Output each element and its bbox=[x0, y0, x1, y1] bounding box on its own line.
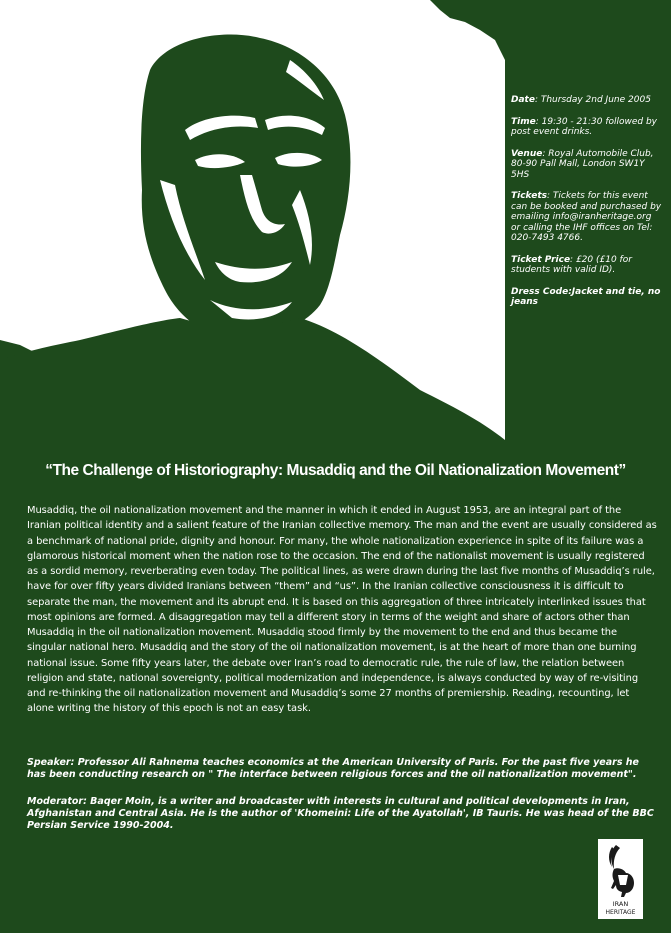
body-paragraph: Musaddiq, the oil nationalization movement and the manner in which it ended in August 1953, are an integral part of the Iranian political identity and a salient feature of the Iranian collective memory. The man and the event are usually considered as a benchmark of national pride, dignity and honour. For many, the whole nationalization experience in spite of its failure was a glamorous historical moment when the nation rose to the occasion. The end of the nationalist movement is usually registered as a sordid memory, reverberating even today. The political lines, as were drawn during the last five months of Musaddiq’s rule, have for over fifty years divided Iranians between “them” and “us”. In the Iranian collective consciousness it is difficult to separate the man, the movement and its abrupt end. It is based on this aggregation of three intricately interlinked issues that most opinions are formed. A disaggregation may tell a different story in terms of the weight and share of actors other than Musaddiq in the oil nationalization movement. Musaddiq stood firmly by the movement to the end and thus became the singular national hero. Musaddiq and the story of the oil nationalization movement, is at the heart of more than one burning national issue. Some fifty years later, the debate over Iran’s road to democratic rule, the rule of law, the relation between religion and state, national sovereignty, political modernization and independence, is always conducted by way of re-visiting and re-thinking the oil nationalization movement and Musaddiq’s some 27 months of premiership. Reading, recounting, let alone writing the history of this epoch is not an easy task. bbox=[27, 505, 657, 715]
date-line bbox=[511, 95, 663, 106]
venue-value: : Royal Automobile Club, 80-90 Pall Mall, London SW1Y 5HS bbox=[511, 148, 654, 180]
page-title: “The Challenge of Historiography: Musaddiq and the Oil Nationalization Movement” bbox=[45, 462, 626, 479]
iran-heritage-logo bbox=[598, 839, 643, 919]
speaker-paragraph: Speaker: Professor Ali Rahnema teaches economics at the American University of Paris. For the past five years he has been conducting research on " The interface between religious forces and the oil nationalization movement". bbox=[27, 757, 639, 780]
time-value: : 19:30 - 21:30 followed by post event drinks. bbox=[511, 116, 658, 137]
logo-text-line1: IRAN bbox=[612, 900, 629, 908]
time-line bbox=[511, 117, 663, 138]
date-value: : Thursday 2nd June 2005 bbox=[534, 95, 651, 105]
portrait-image bbox=[0, 0, 505, 442]
venue-label: Venue bbox=[511, 148, 543, 159]
venue-line bbox=[511, 149, 663, 181]
price-value: : £20 (£10 for students with valid ID). bbox=[511, 254, 632, 275]
logo-text-line2: HERITAGE bbox=[605, 909, 636, 916]
dress-label: Dress Code bbox=[511, 286, 569, 297]
tickets-label: Tickets bbox=[511, 191, 547, 201]
dress-line bbox=[511, 287, 663, 308]
date-label: Date bbox=[511, 95, 535, 105]
price-line bbox=[511, 255, 663, 276]
tickets-value: : Tickets for this event can be booked and purchased by emailing info@iranheritage.org or calling the IHF offices on Tel: 020-7493 4766. bbox=[511, 191, 662, 243]
moderator-paragraph: Moderator: Baqer Moin, is a writer and broadcaster with interests in cultural and political developments in Iran, Afghanistan and Central Asia. He is the author of 'Khomeini: Life of the Ayatollah', IB Tauris. He was head of the BBC Persian Service 1990-2004. bbox=[27, 796, 654, 831]
time-label: Time bbox=[511, 116, 536, 127]
price-label: Ticket Price bbox=[511, 254, 571, 265]
event-details bbox=[511, 95, 663, 319]
tickets-line bbox=[511, 191, 663, 244]
dress-value: :Jacket and tie, no jeans bbox=[511, 286, 661, 307]
